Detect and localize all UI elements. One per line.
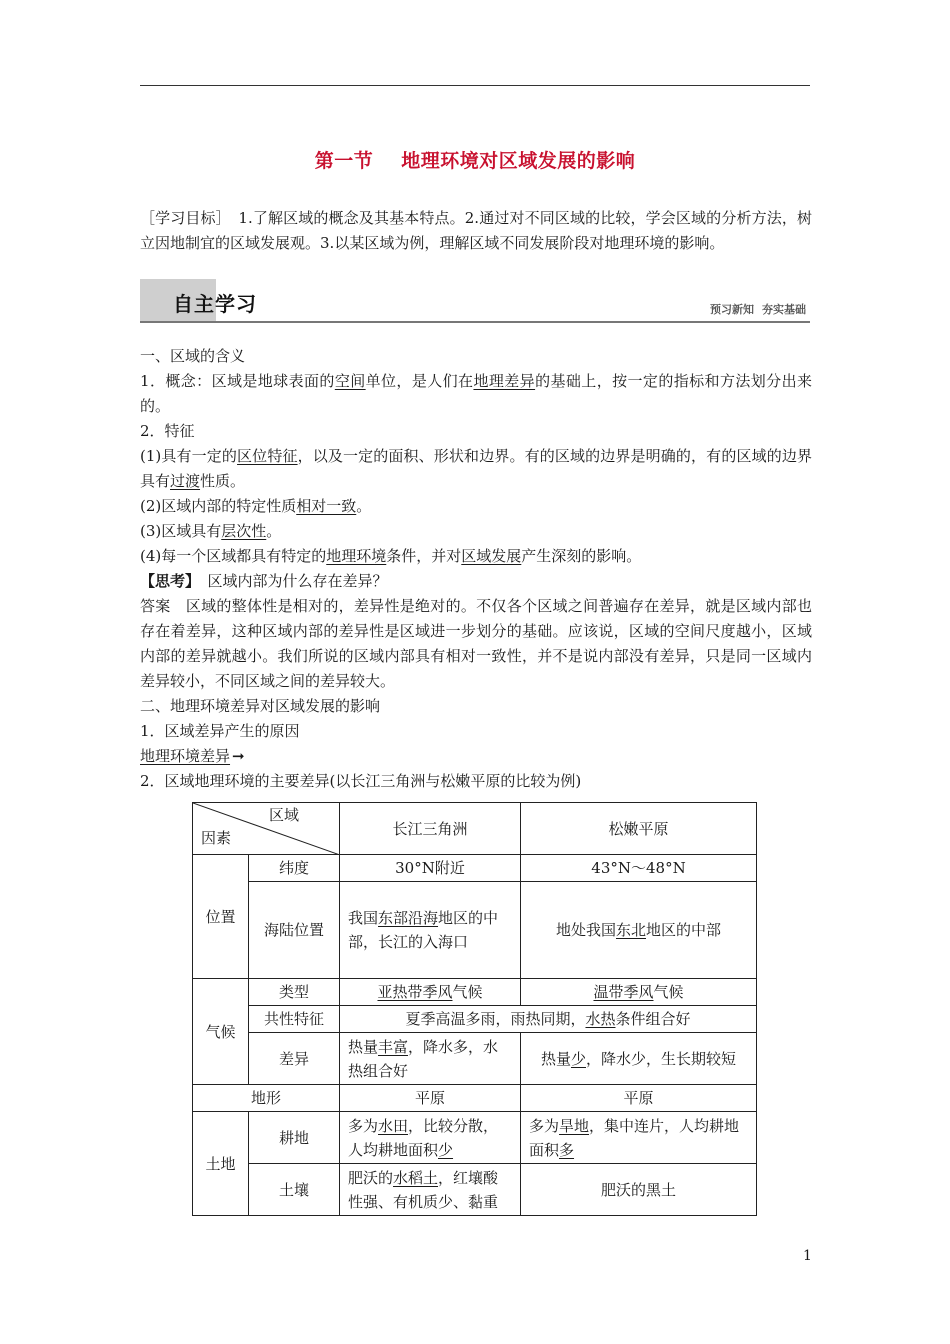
think-question: 【思考】 区域内部为什么存在差异？	[140, 572, 388, 590]
banner-subtitle-2: 夯实基础	[762, 303, 806, 316]
section-title: 地理环境对区域发展的影响	[401, 150, 636, 172]
section-heading: 一、区域的含义	[140, 347, 246, 365]
answer-blank: 相对一致	[296, 497, 357, 515]
row-group-label: 气候	[193, 979, 249, 1085]
learning-objectives: ［学习目标］ 1.了解区域的概念及其基本特点。2.通过对不同区域的比较，学会区域的分析方法，树立因地制宜的区域发展观。3.以某区域为例，理解区域不同发展阶段对地理环境的影响。	[140, 209, 812, 252]
table-cell: 肥沃的黑土	[521, 1164, 757, 1216]
table-cell: 亚热带季风气候	[340, 979, 521, 1006]
column-header: 松嫩平原	[521, 803, 757, 855]
subheading: 2．区域地理环境的主要差异(以长江三角洲与松嫩平原的比较为例)	[140, 772, 582, 790]
table-cell: 肥沃的水稻土，红壤酸性强、有机质少、黏重	[340, 1164, 521, 1216]
section-number: 第一节	[314, 150, 374, 172]
row-label: 类型	[249, 979, 340, 1006]
table-cell: 热量丰富，降水多，水热组合好	[340, 1033, 521, 1085]
banner-label: 自主学习	[173, 292, 257, 316]
header-rule	[140, 85, 810, 86]
corner-label-region: 区域	[268, 806, 299, 824]
banner-subtitle	[710, 301, 806, 317]
feature-item: (1)具有一定的区位特征，以及一定的面积、形状和边界。有的区域的边界是明确的，有的区域的边界具有过渡性质。	[140, 447, 812, 490]
page-title	[0, 146, 950, 173]
table-cell: 30°N附近	[340, 855, 521, 882]
row-label: 纬度	[249, 855, 340, 882]
row-label: 耕地	[249, 1112, 340, 1164]
table-cell: 温带季风气候	[521, 979, 757, 1006]
subheading: 1．区域差异产生的原因	[140, 722, 300, 740]
features-heading: 2．特征	[140, 422, 195, 440]
answer-blank: 区域发展	[461, 547, 522, 565]
think-label: 【思考】	[140, 572, 193, 590]
cause-line: 地理环境差异 ➞	[140, 744, 812, 769]
table-cell: 地处我国东北地区的中部	[521, 882, 757, 979]
answer-paragraph: 答案 区域的整体性是相对的，差异性是绝对的。不仅各个区域之间普遍存在差异，就是区域内部也存在着差异，这种区域内部的差异性是区域进一步划分的基础。应该说，区域的空间尺度越小，区域内部的差异就越小。我们所说的区域内部具有相对一致性，并不是说内部没有差异，只是同一区域内差异较小，不同区域之间的差异较大。	[140, 597, 812, 690]
page-number: 1	[803, 1248, 812, 1264]
feature-item: (4)每一个区域都具有特定的地理环境条件，并对区域发展产生深刻的影响。	[140, 547, 642, 565]
row-label: 差异	[249, 1033, 340, 1085]
table-cell: 夏季高温多雨，雨热同期，水热条件组合好	[340, 1006, 757, 1033]
concept-paragraph: 1．概念：区域是地球表面的空间单位，是人们在地理差异的基础上，按一定的指标和方法划分出来的。	[140, 372, 812, 415]
answer-blank: 区位特征	[237, 447, 298, 465]
table-corner-cell	[193, 803, 340, 855]
table-cell: 我国东部沿海地区的中部，长江的入海口	[340, 882, 521, 979]
feature-item: (3)区域具有层次性。	[140, 522, 282, 540]
row-label: 共性特征	[249, 1006, 340, 1033]
section-banner	[140, 279, 810, 323]
table-cell: 热量少，降水少，生长期较短	[521, 1033, 757, 1085]
table-cell: 43°N～48°N	[521, 855, 757, 882]
row-group-label: 土地	[193, 1112, 249, 1216]
column-header: 长江三角洲	[340, 803, 521, 855]
row-group-label: 位置	[193, 855, 249, 979]
answer-blank: 层次性	[221, 522, 267, 540]
answer-blank: 过渡	[170, 472, 201, 490]
arrow-right-icon: ➞	[232, 747, 245, 765]
table-cell: 多为水田，比较分散，人均耕地面积少	[340, 1112, 521, 1164]
banner-subtitle-1: 预习新知	[710, 303, 754, 316]
comparison-table	[192, 802, 757, 1216]
table-cell: 平原	[521, 1085, 757, 1112]
corner-label-factor: 因素	[201, 829, 232, 847]
row-label: 地形	[193, 1085, 340, 1112]
row-label: 土壤	[249, 1164, 340, 1216]
row-label: 海陆位置	[249, 882, 340, 979]
table-cell: 多为旱地，集中连片，人均耕地面积多	[521, 1112, 757, 1164]
banner-rule	[140, 321, 810, 323]
answer-blank: 地理环境	[140, 747, 201, 765]
main-content	[140, 344, 812, 794]
answer-blank: 地理环境	[326, 547, 387, 565]
table-cell: 平原	[340, 1085, 521, 1112]
section-heading-2: 二、地理环境差异对区域发展的影响	[140, 697, 381, 715]
answer-blank: 地理差异	[473, 372, 536, 390]
feature-item: (2)区域内部的特定性质相对一致。	[140, 497, 372, 515]
answer-blank: 空间	[334, 372, 366, 390]
